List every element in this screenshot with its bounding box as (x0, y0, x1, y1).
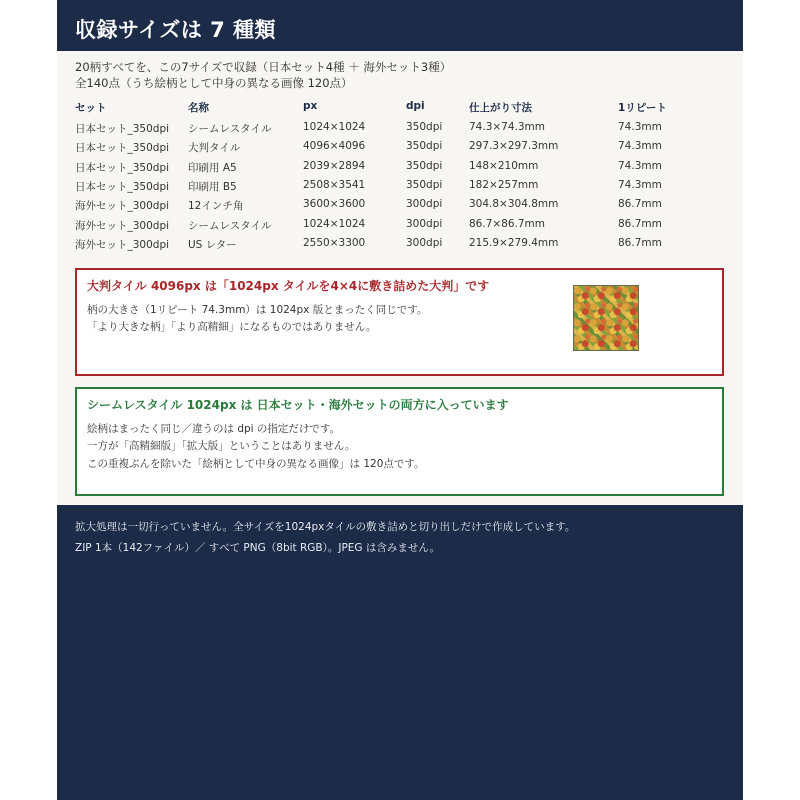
header-dpi: dpi (406, 100, 425, 112)
cell-repeat: 74.3mm (618, 121, 662, 133)
page-title: 収録サイズは 7 種類 (75, 18, 277, 42)
cell-finished-size: 182×257mm (469, 179, 539, 191)
intro-line-2: 全140点（うち絵柄として中身の異なる画像 120点） (75, 76, 353, 90)
cell-dpi: 350dpi (406, 140, 443, 152)
seamless-tile-note-line: 一方が「高精細版」「拡大版」ということはありません。 (87, 440, 356, 452)
table-row (0, 218, 800, 236)
table-row (0, 198, 800, 216)
cell-px: 3600×3600 (303, 198, 366, 210)
cell-repeat: 86.7mm (618, 218, 662, 230)
cell-px: 1024×1024 (303, 121, 366, 133)
cell-finished-size: 215.9×279.4mm (469, 237, 559, 249)
cell-finished-size: 86.7×86.7mm (469, 218, 546, 230)
cell-repeat: 74.3mm (618, 179, 662, 191)
cell-px: 2550×3300 (303, 237, 366, 249)
table-row (0, 237, 800, 255)
cell-px: 2508×3541 (303, 179, 366, 191)
header-finished-size: 仕上がり寸法 (469, 102, 532, 114)
cell-px: 4096×4096 (303, 140, 366, 152)
cell-set: 日本セット_350dpi (75, 162, 170, 174)
cell-dpi: 300dpi (406, 218, 443, 230)
cell-finished-size: 297.3×297.3mm (469, 140, 559, 152)
table-header (0, 100, 800, 118)
table-row (0, 140, 800, 158)
header-px: px (303, 100, 318, 112)
cell-dpi: 300dpi (406, 198, 443, 210)
cell-repeat: 86.7mm (618, 237, 662, 249)
cell-finished-size: 74.3×74.3mm (469, 121, 546, 133)
cell-name: US レター (188, 239, 237, 251)
cell-name: 印刷用 B5 (188, 181, 237, 193)
cell-set: 海外セット_300dpi (75, 220, 170, 232)
cell-dpi: 350dpi (406, 121, 443, 133)
large-tile-note (75, 268, 724, 376)
table-row (0, 121, 800, 139)
cell-set: 海外セット_300dpi (75, 239, 170, 251)
cell-set: 日本セット_350dpi (75, 123, 170, 135)
table-row (0, 179, 800, 197)
cell-name: シームレスタイル (188, 220, 272, 232)
cell-repeat: 74.3mm (618, 160, 662, 172)
cell-set: 海外セット_300dpi (75, 200, 170, 212)
cell-repeat: 74.3mm (618, 140, 662, 152)
seamless-tile-note-line: 絵柄はまったく同じ／違うのは dpi の指定だけです。 (87, 423, 341, 435)
header-name: 名称 (188, 102, 209, 114)
seamless-tile-note (75, 387, 724, 496)
cell-name: 印刷用 A5 (188, 162, 237, 174)
table-row (0, 160, 800, 178)
cell-dpi: 350dpi (406, 160, 443, 172)
intro-line-1: 20柄すべてを、この7サイズで収録（日本セット4種 ＋ 海外セット3種） (75, 60, 452, 74)
cell-px: 2039×2894 (303, 160, 366, 172)
seamless-tile-note-title: シームレスタイル 1024px は 日本セット・海外セットの両方に入っています (87, 398, 509, 412)
cell-dpi: 350dpi (406, 179, 443, 191)
large-tile-note-line: 「より大きな柄」「より高精細」になるものではありません。 (87, 321, 377, 333)
cell-px: 1024×1024 (303, 218, 366, 230)
header-set: セット (75, 102, 107, 114)
cell-repeat: 86.7mm (618, 198, 662, 210)
header-repeat: 1リピート (618, 102, 667, 114)
seamless-tile-note-line: この重複ぶんを除いた「絵柄として中身の異なる画像」は 120点です。 (87, 458, 425, 470)
large-tile-note-line: 柄の大きさ（1リピート 74.3mm）は 1024px 版とまったく同じです。 (87, 304, 428, 316)
cell-name: 大判タイル (188, 142, 241, 154)
footer-line-1: 拡大処理は一切行っていません。全サイズを1024pxタイルの敷き詰めと切り出しだけで作成しています。 (75, 521, 576, 533)
cell-name: 12インチ角 (188, 200, 244, 212)
cell-name: シームレスタイル (188, 123, 272, 135)
cell-set: 日本セット_350dpi (75, 181, 170, 193)
cell-finished-size: 148×210mm (469, 160, 539, 172)
pattern-thumbnail (573, 285, 639, 351)
cell-finished-size: 304.8×304.8mm (469, 198, 559, 210)
large-tile-note-title: 大判タイル 4096px は「1024px タイルを4×4に敷き詰めた大判」です (87, 279, 490, 293)
footer-line-2: ZIP 1本（142ファイル）／ すべて PNG（8bit RGB）。JPEG は含みません。 (75, 542, 441, 554)
cell-dpi: 300dpi (406, 237, 443, 249)
cell-set: 日本セット_350dpi (75, 142, 170, 154)
